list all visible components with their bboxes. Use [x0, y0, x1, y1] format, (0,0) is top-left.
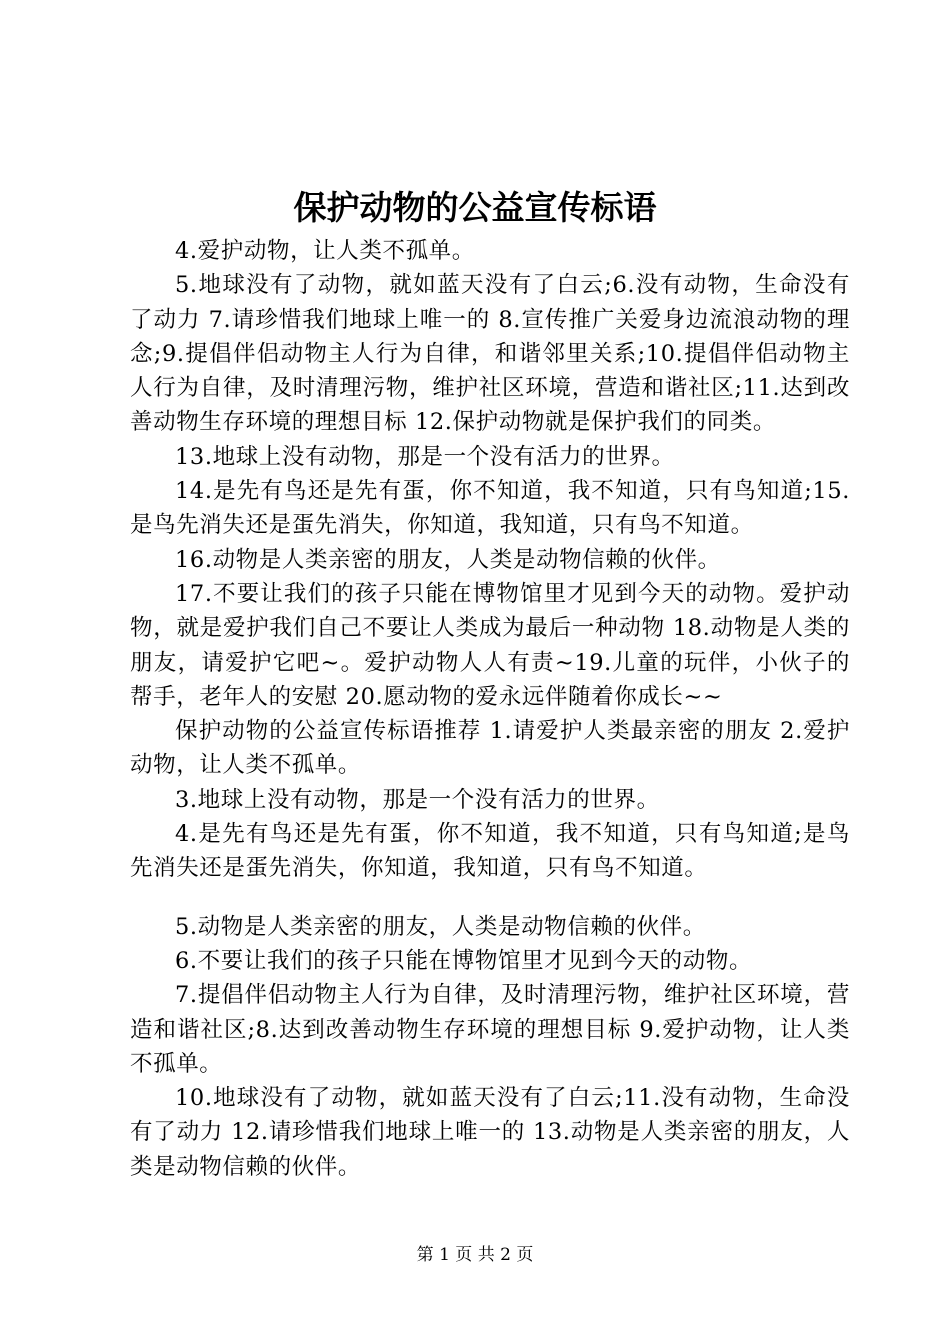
paragraph: 14.是先有鸟还是先有蛋，你不知道，我不知道，只有鸟知道;15.是鸟先消失还是蛋先消失，你知道，我知道，只有鸟不知道。	[130, 478, 850, 539]
paragraph: 6.不要让我们的孩子只能在博物馆里才见到今天的动物。	[175, 947, 753, 974]
paragraph: 5.地球没有了动物，就如蓝天没有了白云;6.没有动物，生命没有了动力 7.请珍惜我们地球上唯一的 8.宣传推广关爱身边流浪动物的理念;9.提倡伴侣动物主人行为自律，和谐邻里关系;10.提倡伴侣动物主人行为自律，及时清理污物，维护社区环境，营造和谐社区;11.达到改善动物生存环境的理想目标 12.保护动物就是保护我们的同类。	[130, 272, 850, 436]
document-body	[130, 234, 850, 1184]
paragraph: 13.地球上没有动物，那是一个没有活力的世界。	[175, 443, 675, 470]
paragraph: 保护动物的公益宣传标语推荐 1.请爱护人类最亲密的朋友 2.爱护动物，让人类不孤单。	[130, 718, 850, 779]
paragraph: 7.提倡伴侣动物主人行为自律，及时清理污物，维护社区环境，营造和谐社区;8.达到改善动物生存环境的理想目标 9.爱护动物，让人类不孤单。	[130, 982, 850, 1077]
paragraph: 16.动物是人类亲密的朋友，人类是动物信赖的伙伴。	[175, 546, 721, 573]
document-title: 保护动物的公益宣传标语	[293, 188, 657, 227]
paragraph: 3.地球上没有动物，那是一个没有活力的世界。	[175, 786, 660, 813]
page-number-footer: 第 1 页 共 2 页	[416, 1245, 534, 1265]
paragraph: 10.地球没有了动物，就如蓝天没有了白云;11.没有动物，生命没有了动力 12.请珍惜我们地球上唯一的 13.动物是人类亲密的朋友，人类是动物信赖的伙伴。	[130, 1085, 850, 1180]
paragraph: 4.是先有鸟还是先有蛋，你不知道，我不知道，只有鸟知道;是鸟先消失还是蛋先消失，你知道，我知道，只有鸟不知道。	[130, 821, 850, 882]
paragraph: 4.爱护动物，让人类不孤单。	[175, 238, 475, 264]
paragraph: 5.动物是人类亲密的朋友，人类是动物信赖的伙伴。	[175, 913, 706, 940]
paragraph-gap	[130, 886, 850, 910]
paragraph: 17.不要让我们的孩子只能在博物馆里才见到今天的动物。爱护动物，就是爱护我们自己不要让人类成为最后一种动物 18.动物是人类的朋友，请爱护它吧~。爱护动物人人有责~19.儿童的玩伴，小伙子的帮手，老年人的安慰 20.愿动物的爱永远伴随着你成长~~	[130, 580, 850, 710]
